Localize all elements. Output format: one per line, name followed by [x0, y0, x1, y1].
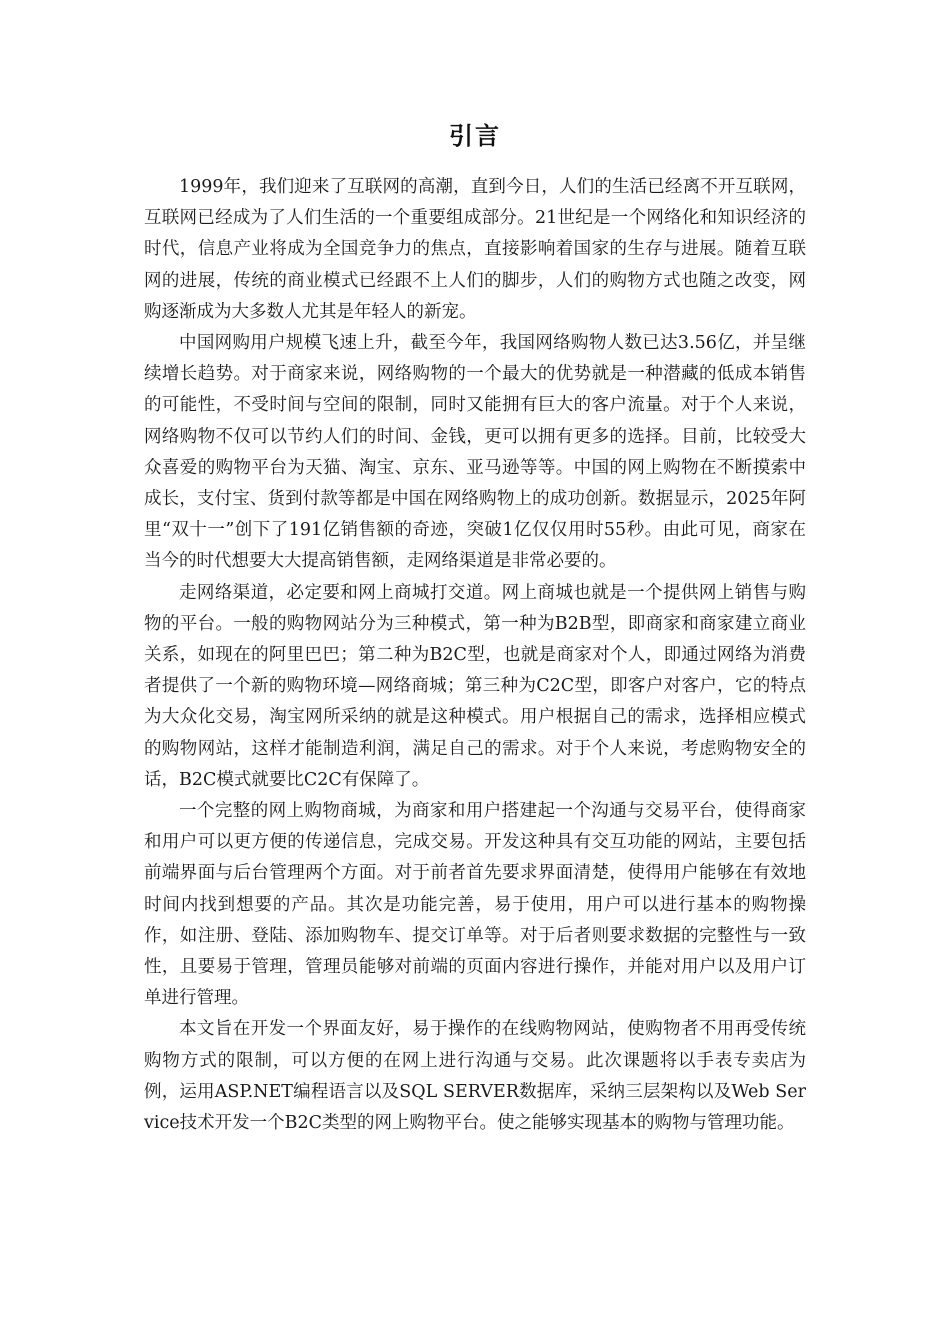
paragraph-2: 中国网购用户规模飞速上升，截至今年，我国网络购物人数已达3.56亿，并呈继续增长趋势。对于商家来说，网络购物的一个最大的优势就是一种潜藏的低成本销售的可能性，不受时间与空间的限制，同时又能拥有巨大的客户流量。对于个人来说，网络购物不仅可以节约人们的时间、金钱，更可以拥有更多的选择。目前，比较受大众喜爱的购物平台为天猫、淘宝、京东、亚马逊等等。中国的网上购物在不断摸索中成长，支付宝、货到付款等都是中国在网络购物上的成功创新。数据显示，2025年阿里“双十一”创下了191亿销售额的奇迹，突破1亿仅仅用时55秒。由此可见，商家在当今的时代想要大大提高销售额，走网络渠道是非常必要的。: [144, 333, 806, 572]
paragraph-3: 走网络渠道，必定要和网上商城打交道。网上商城也就是一个提供网上销售与购物的平台。一般的购物网站分为三种模式，第一种为B2B型，即商家和商家建立商业关系，如现在的阿里巴巴；第二种为B2C型，也就是商家对个人，即通过网络为消费者提供了一个新的购物环境—网络商城；第三种为C2C型，即客户对客户，它的特点为大众化交易，淘宝网所采纳的就是这种模式。用户根据自己的需求，选择相应模式的购物网站，这样才能制造利润，满足自己的需求。对于个人来说，考虑购物安全的话，B2C模式就要比C2C有保障了。: [144, 582, 806, 790]
document-title: 引言: [449, 122, 501, 150]
document-body: [144, 172, 806, 1139]
paragraph-5: 本文旨在开发一个界面友好，易于操作的在线购物网站，使购物者不用再受传统购物方式的限制，可以方便的在网上进行沟通与交易。此次课题将以手表专卖店为例，运用ASP.NET编程语言以及SQL SERVER数据库，采纳三层架构以及Web Service技术开发一个B2C类型的网上购物平台。使之能够实现基本的购物与管理功能。: [144, 1019, 806, 1134]
paragraph-1: 1999年，我们迎来了互联网的高潮，直到今日，人们的生活已经离不开互联网，互联网已经成为了人们生活的一个重要组成部分。21世纪是一个网络化和知识经济的时代，信息产业将成为全国竞争力的焦点，直接影响着国家的生存与进展。随着互联网的进展，传统的商业模式已经跟不上人们的脚步，人们的购物方式也随之改变，网购逐渐成为大多数人尤其是年轻人的新宠。: [144, 177, 806, 322]
paragraph-4: 一个完整的网上购物商城，为商家和用户搭建起一个沟通与交易平台，使得商家和用户可以更方便的传递信息，完成交易。开发这种具有交互功能的网站，主要包括前端界面与后台管理两个方面。对于前者首先要求界面清楚，使得用户能够在有效地时间内找到想要的产品。其次是功能完善，易于使用，用户可以进行基本的购物操作，如注册、登陆、添加购物车、提交订单等。对于后者则要求数据的完整性与一致性，且要易于管理，管理员能够对前端的页面内容进行操作，并能对用户以及用户订单进行管理。: [144, 801, 806, 1009]
